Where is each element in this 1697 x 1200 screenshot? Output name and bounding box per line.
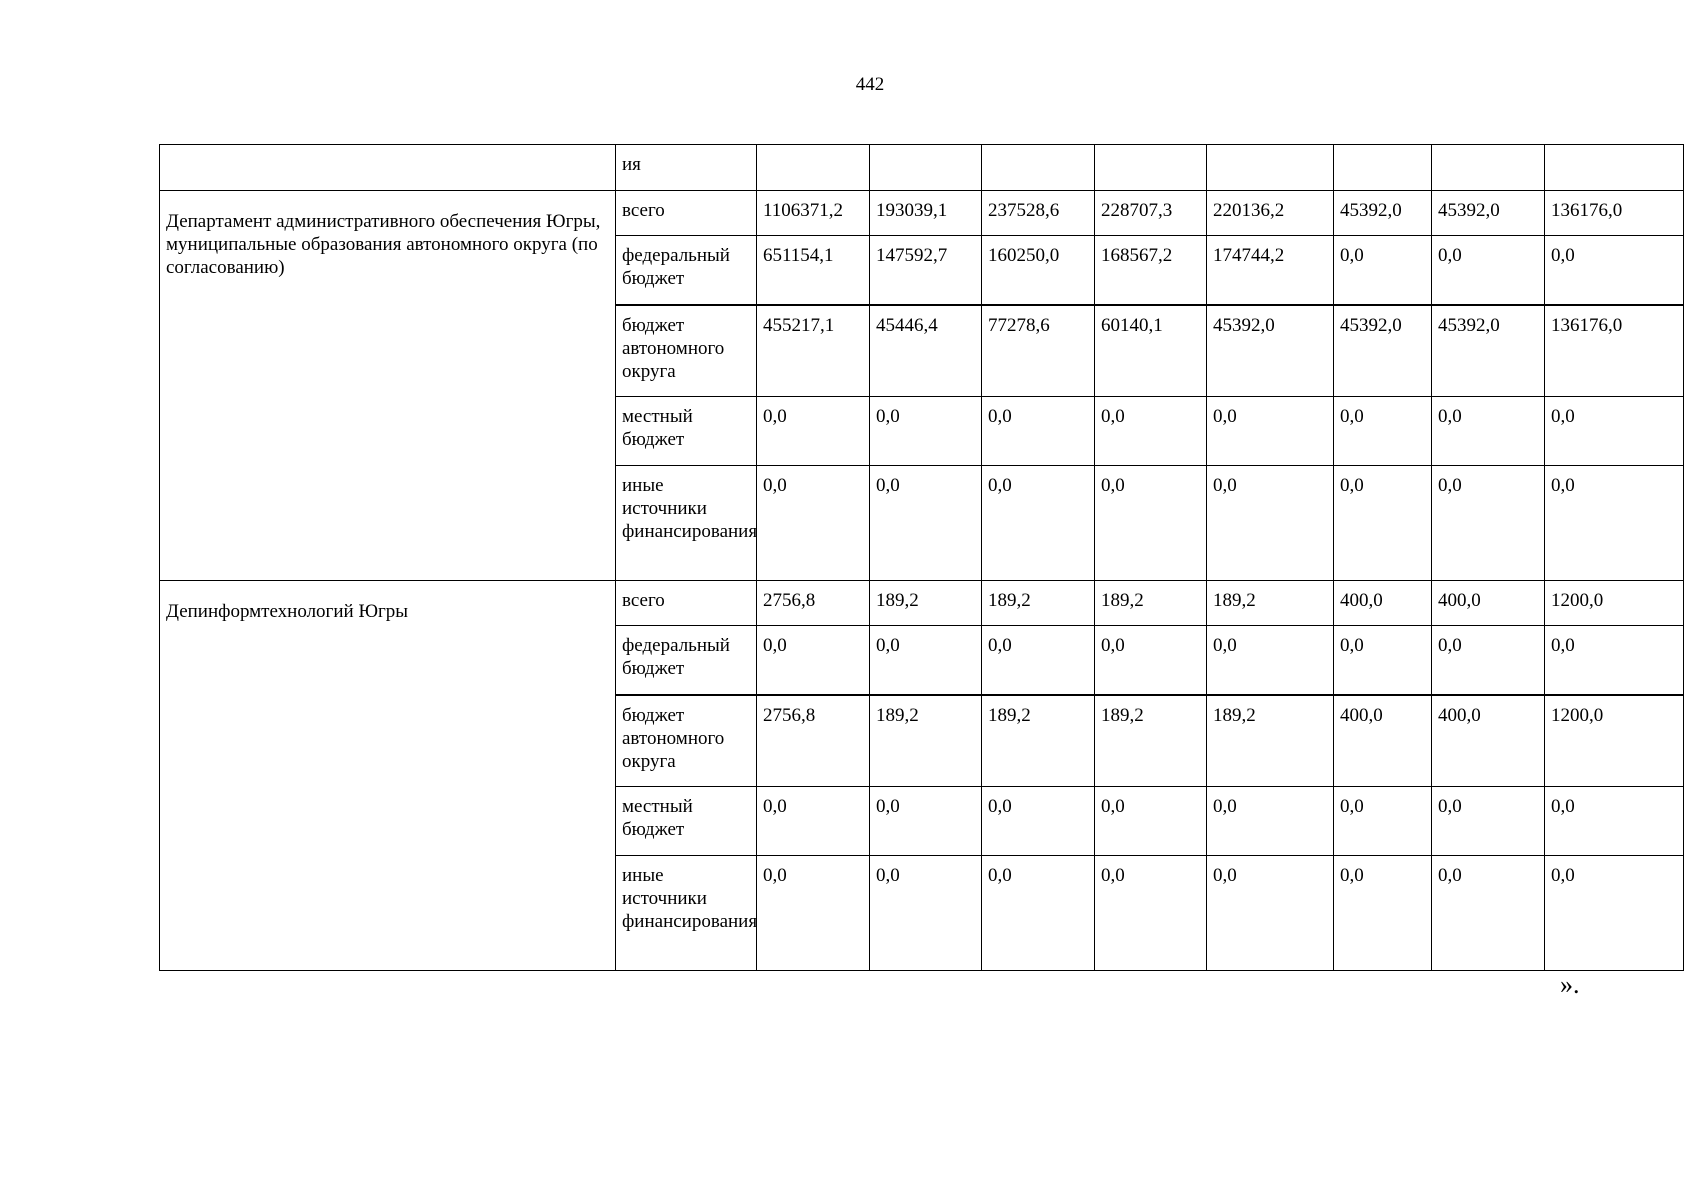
value-cell: 2756,8 [757,695,870,787]
value-cell: 0,0 [1432,236,1545,305]
funding-source-cell: местный бюджет [616,787,757,856]
value-cell: 189,2 [870,581,982,626]
organization-cell: Депинформтехнологий Югры [160,581,616,971]
value-cell-empty [1545,145,1684,191]
value-cell-empty [1207,145,1334,191]
value-cell: 0,0 [1095,466,1207,581]
value-cell: 160250,0 [982,236,1095,305]
value-cell: 45392,0 [1432,191,1545,236]
table-row [160,581,1684,626]
value-cell: 0,0 [1207,787,1334,856]
funding-source-cell: иные источники финансирования [616,466,757,581]
value-cell: 0,0 [1095,787,1207,856]
value-cell-empty [757,145,870,191]
value-cell: 147592,7 [870,236,982,305]
value-cell: 0,0 [1432,856,1545,971]
value-cell: 189,2 [1207,695,1334,787]
table-row [160,191,1684,236]
value-cell: 0,0 [1545,626,1684,695]
organization-cell: Департамент административного обеспечения Югры, муниципальные образования автономного округа (по согласованию) [160,191,616,581]
value-cell: 168567,2 [1095,236,1207,305]
funding-source-cell: всего [616,581,757,626]
value-cell: 0,0 [982,856,1095,971]
page-number: 442 [855,74,885,95]
value-cell: 189,2 [1095,695,1207,787]
value-cell: 0,0 [1432,787,1545,856]
value-cell: 2756,8 [757,581,870,626]
value-cell: 0,0 [1334,787,1432,856]
value-cell: 45392,0 [1334,305,1432,397]
value-cell: 0,0 [1432,466,1545,581]
value-cell: 45446,4 [870,305,982,397]
funding-source-cell: бюджет автономного округа [616,305,757,397]
value-cell: 0,0 [757,397,870,466]
value-cell: 0,0 [982,626,1095,695]
value-cell: 1106371,2 [757,191,870,236]
funding-source-cell: федеральный бюджет [616,236,757,305]
value-cell: 0,0 [1095,397,1207,466]
value-cell: 0,0 [870,397,982,466]
value-cell: 0,0 [1545,856,1684,971]
value-cell: 0,0 [1207,397,1334,466]
value-cell-empty [1095,145,1207,191]
value-cell: 0,0 [1207,466,1334,581]
value-cell-empty [1432,145,1545,191]
value-cell: 455217,1 [757,305,870,397]
value-cell: 1200,0 [1545,581,1684,626]
value-cell: 228707,3 [1095,191,1207,236]
value-cell: 45392,0 [1432,305,1545,397]
value-cell: 0,0 [1207,626,1334,695]
table-body [160,145,1684,971]
funding-source-cell: иные источники финансирования [616,856,757,971]
value-cell: 77278,6 [982,305,1095,397]
value-cell: 189,2 [1095,581,1207,626]
value-cell: 174744,2 [1207,236,1334,305]
value-cell: 193039,1 [870,191,982,236]
value-cell: 0,0 [1334,856,1432,971]
value-cell: 1200,0 [1545,695,1684,787]
value-cell: 60140,1 [1095,305,1207,397]
value-cell: 136176,0 [1545,305,1684,397]
funding-source-cell: бюджет автономного округа [616,695,757,787]
value-cell: 400,0 [1432,581,1545,626]
value-cell: 651154,1 [757,236,870,305]
value-cell: 0,0 [1095,626,1207,695]
value-cell-empty [982,145,1095,191]
value-cell: 45392,0 [1207,305,1334,397]
value-cell: 400,0 [1432,695,1545,787]
value-cell: 0,0 [1545,397,1684,466]
value-cell: 0,0 [1334,236,1432,305]
value-cell: 0,0 [982,466,1095,581]
value-cell: 0,0 [1095,856,1207,971]
value-cell: 136176,0 [1545,191,1684,236]
value-cell: 0,0 [1432,397,1545,466]
value-cell: 0,0 [982,787,1095,856]
funding-source-cell: всего [616,191,757,236]
value-cell: 0,0 [1432,626,1545,695]
organization-cell-empty [160,145,616,191]
value-cell: 400,0 [1334,695,1432,787]
value-cell: 0,0 [870,626,982,695]
value-cell: 0,0 [1545,787,1684,856]
value-cell: 0,0 [870,466,982,581]
value-cell: 189,2 [870,695,982,787]
value-cell: 0,0 [757,856,870,971]
closing-quote-mark: ». [1560,970,1580,999]
value-cell: 400,0 [1334,581,1432,626]
value-cell: 45392,0 [1334,191,1432,236]
funding-source-cell: федеральный бюджет [616,626,757,695]
value-cell-empty [1334,145,1432,191]
value-cell: 0,0 [757,787,870,856]
value-cell-empty [870,145,982,191]
value-cell: 0,0 [1207,856,1334,971]
value-cell: 189,2 [1207,581,1334,626]
value-cell: 0,0 [982,397,1095,466]
budget-table [159,144,1684,971]
value-cell: 189,2 [982,581,1095,626]
value-cell: 0,0 [870,787,982,856]
value-cell: 0,0 [1334,397,1432,466]
value-cell: 0,0 [870,856,982,971]
value-cell: 0,0 [1334,626,1432,695]
value-cell: 189,2 [982,695,1095,787]
value-cell: 0,0 [1545,466,1684,581]
table-row [160,145,1684,191]
value-cell: 0,0 [757,626,870,695]
value-cell: 0,0 [1334,466,1432,581]
value-cell: 0,0 [757,466,870,581]
value-cell: 237528,6 [982,191,1095,236]
funding-source-cell: местный бюджет [616,397,757,466]
value-cell: 220136,2 [1207,191,1334,236]
value-cell: 0,0 [1545,236,1684,305]
funding-source-cell: ия [616,145,757,191]
